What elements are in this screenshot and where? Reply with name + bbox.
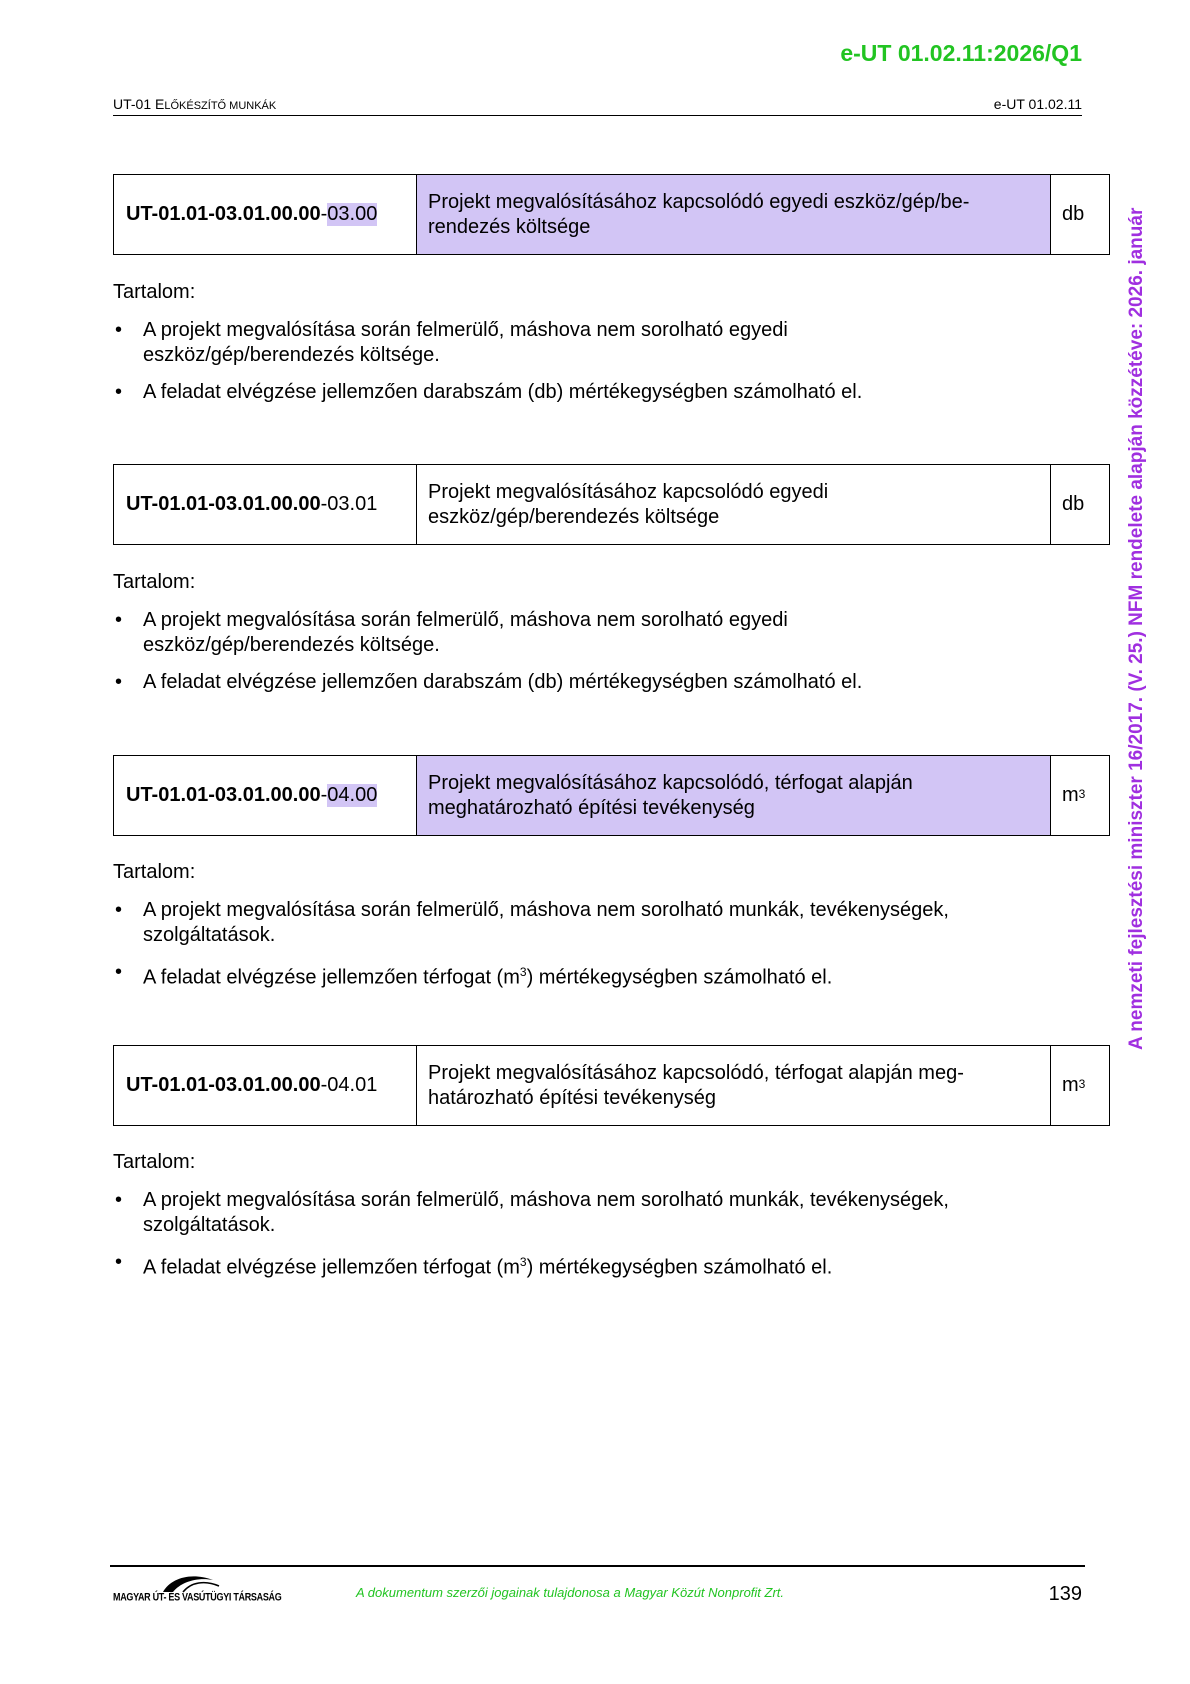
bullet-text: A feladat elvégzése jellemzően darabszám (db) mértékegységben számolható el.	[143, 381, 863, 403]
content-section	[113, 860, 1073, 991]
document-code: e-UT 01.02.11:2026/Q1	[840, 40, 1082, 66]
item-description-line: Projekt megvalósításához kapcsolódó egyedi eszköz/gép/be-	[428, 190, 970, 213]
unit-text: db	[1062, 203, 1085, 225]
footer-divider	[110, 1565, 1085, 1567]
bullet-text: szolgáltatások.	[143, 924, 276, 946]
content-list-item	[113, 1188, 1073, 1238]
item-table	[113, 755, 1110, 836]
item-description-line: rendezés költsége	[428, 215, 591, 238]
bullet-icon: •	[115, 609, 123, 631]
content-list	[113, 608, 1073, 695]
item-description-line: eszköz/gép/berendezés költsége	[428, 505, 720, 528]
item-unit	[1051, 465, 1109, 544]
bullet-text: A projekt megvalósítása során felmerülő, máshova nem sorolható egyedi	[143, 609, 788, 631]
content-section	[113, 1150, 1073, 1281]
logo-text: MAGYAR ÚT- ÉS VASÚTÜGYI TÁRSASÁG	[113, 1591, 282, 1603]
item-unit	[1051, 1046, 1109, 1125]
bullet-icon: •	[115, 1189, 123, 1211]
item-code-separator: -	[320, 784, 328, 806]
item-code-suffix: 04.01	[327, 1074, 378, 1096]
bullet-icon: •	[115, 381, 123, 403]
item-description-line: Projekt megvalósításához kapcsolódó egyedi	[428, 480, 829, 503]
item-description	[417, 756, 1051, 835]
bullet-text: eszköz/gép/berendezés költsége.	[143, 344, 440, 366]
item-code	[114, 175, 417, 254]
item-code-suffix: 04.00	[327, 784, 378, 806]
unit-text: db	[1062, 493, 1085, 515]
item-code-base: UT-01.01-03.01.00.00	[126, 784, 321, 806]
item-code-separator: -	[320, 493, 328, 515]
bullet-text: ) mértékegységben számolható el.	[526, 966, 833, 989]
item-code	[114, 465, 417, 544]
bullet-text: eszköz/gép/berendezés költsége.	[143, 634, 440, 656]
content-section	[113, 570, 1073, 695]
item-description	[417, 465, 1051, 544]
superscript: 3	[519, 965, 527, 979]
item-description-line: határozható építési tevékenység	[428, 1086, 716, 1109]
copyright-notice: A dokumentum szerzői jogainak tulajdonosa a Magyar Közút Nonprofit Zrt.	[356, 1585, 785, 1600]
item-description-line: Projekt megvalósításához kapcsolódó, térfogat alapján meg-	[428, 1061, 964, 1084]
item-table	[113, 464, 1110, 545]
item-code-suffix: 03.01	[327, 493, 378, 515]
unit-text: m	[1062, 1074, 1079, 1096]
content-list	[113, 1188, 1073, 1281]
content-list-item	[113, 608, 1073, 658]
bullet-text: A feladat elvégzése jellemzően darabszám (db) mértékegységben számolható el.	[143, 671, 863, 693]
content-label: Tartalom:	[113, 1151, 196, 1173]
page-number: 139	[1048, 1583, 1082, 1605]
item-code-base: UT-01.01-03.01.00.00	[126, 1074, 321, 1096]
item-description	[417, 175, 1051, 254]
section-title-rest: LŐKÉSZÍTŐ MUNKÁK	[164, 100, 277, 112]
item-unit	[1051, 175, 1109, 254]
section-title-start: UT-01 E	[113, 96, 165, 112]
item-description-line: meghatározható építési tevékenység	[428, 796, 755, 819]
item-code	[114, 756, 417, 835]
item-description	[417, 1046, 1051, 1125]
running-header-doc-id: e-UT 01.02.11	[993, 96, 1082, 112]
bullet-text: A feladat elvégzése jellemzően térfogat (m	[143, 966, 520, 989]
content-section	[113, 280, 1073, 405]
bullet-text: A feladat elvégzése jellemzően térfogat (m	[143, 1256, 520, 1279]
content-list-item	[113, 1250, 1073, 1281]
company-logo	[113, 1572, 282, 1612]
bullet-text: A projekt megvalósítása során felmerülő, máshova nem sorolható egyedi	[143, 319, 788, 341]
content-label: Tartalom:	[113, 861, 196, 883]
item-code-base: UT-01.01-03.01.00.00	[126, 493, 321, 515]
content-list-item	[113, 670, 1073, 695]
item-code-suffix: 03.00	[327, 203, 378, 225]
bullet-text: szolgáltatások.	[143, 1214, 276, 1236]
item-code-base: UT-01.01-03.01.00.00	[126, 203, 321, 225]
item-description-line: Projekt megvalósításához kapcsolódó, térfogat alapján	[428, 771, 913, 794]
item-code-separator: -	[320, 1074, 328, 1096]
item-unit	[1051, 756, 1109, 835]
superscript: 3	[519, 1255, 527, 1269]
bullet-icon: •	[115, 671, 123, 693]
bullet-text: A projekt megvalósítása során felmerülő, máshova nem sorolható munkák, tevékenységek,	[143, 899, 949, 921]
bullet-icon: •	[115, 1251, 123, 1273]
bullet-text: ) mértékegységben számolható el.	[526, 1256, 833, 1279]
content-list	[113, 898, 1073, 991]
content-list-item	[113, 318, 1073, 368]
content-list-item	[113, 380, 1073, 405]
item-table	[113, 1045, 1110, 1126]
content-label: Tartalom:	[113, 571, 196, 593]
unit-text: m	[1062, 784, 1079, 806]
content-list-item	[113, 898, 1073, 948]
unit-superscript: 3	[1078, 786, 1086, 801]
content-list	[113, 318, 1073, 405]
bullet-icon: •	[115, 899, 123, 921]
item-code-separator: -	[320, 203, 328, 225]
content-list-item	[113, 960, 1073, 991]
running-header	[113, 94, 1082, 116]
running-header-section	[113, 96, 276, 112]
item-table	[113, 174, 1110, 255]
item-code	[114, 1046, 417, 1125]
unit-superscript: 3	[1078, 1076, 1086, 1091]
bullet-text: A projekt megvalósítása során felmerülő, máshova nem sorolható munkák, tevékenységek,	[143, 1189, 949, 1211]
bullet-icon: •	[115, 961, 123, 983]
publication-side-note: A nemzeti fejlesztési miniszter 16/2017. (V. 25.) NFM rendelete alapján közzétéve: 2026. január	[1126, 207, 1147, 1050]
bullet-icon: •	[115, 319, 123, 341]
content-label: Tartalom:	[113, 281, 196, 303]
